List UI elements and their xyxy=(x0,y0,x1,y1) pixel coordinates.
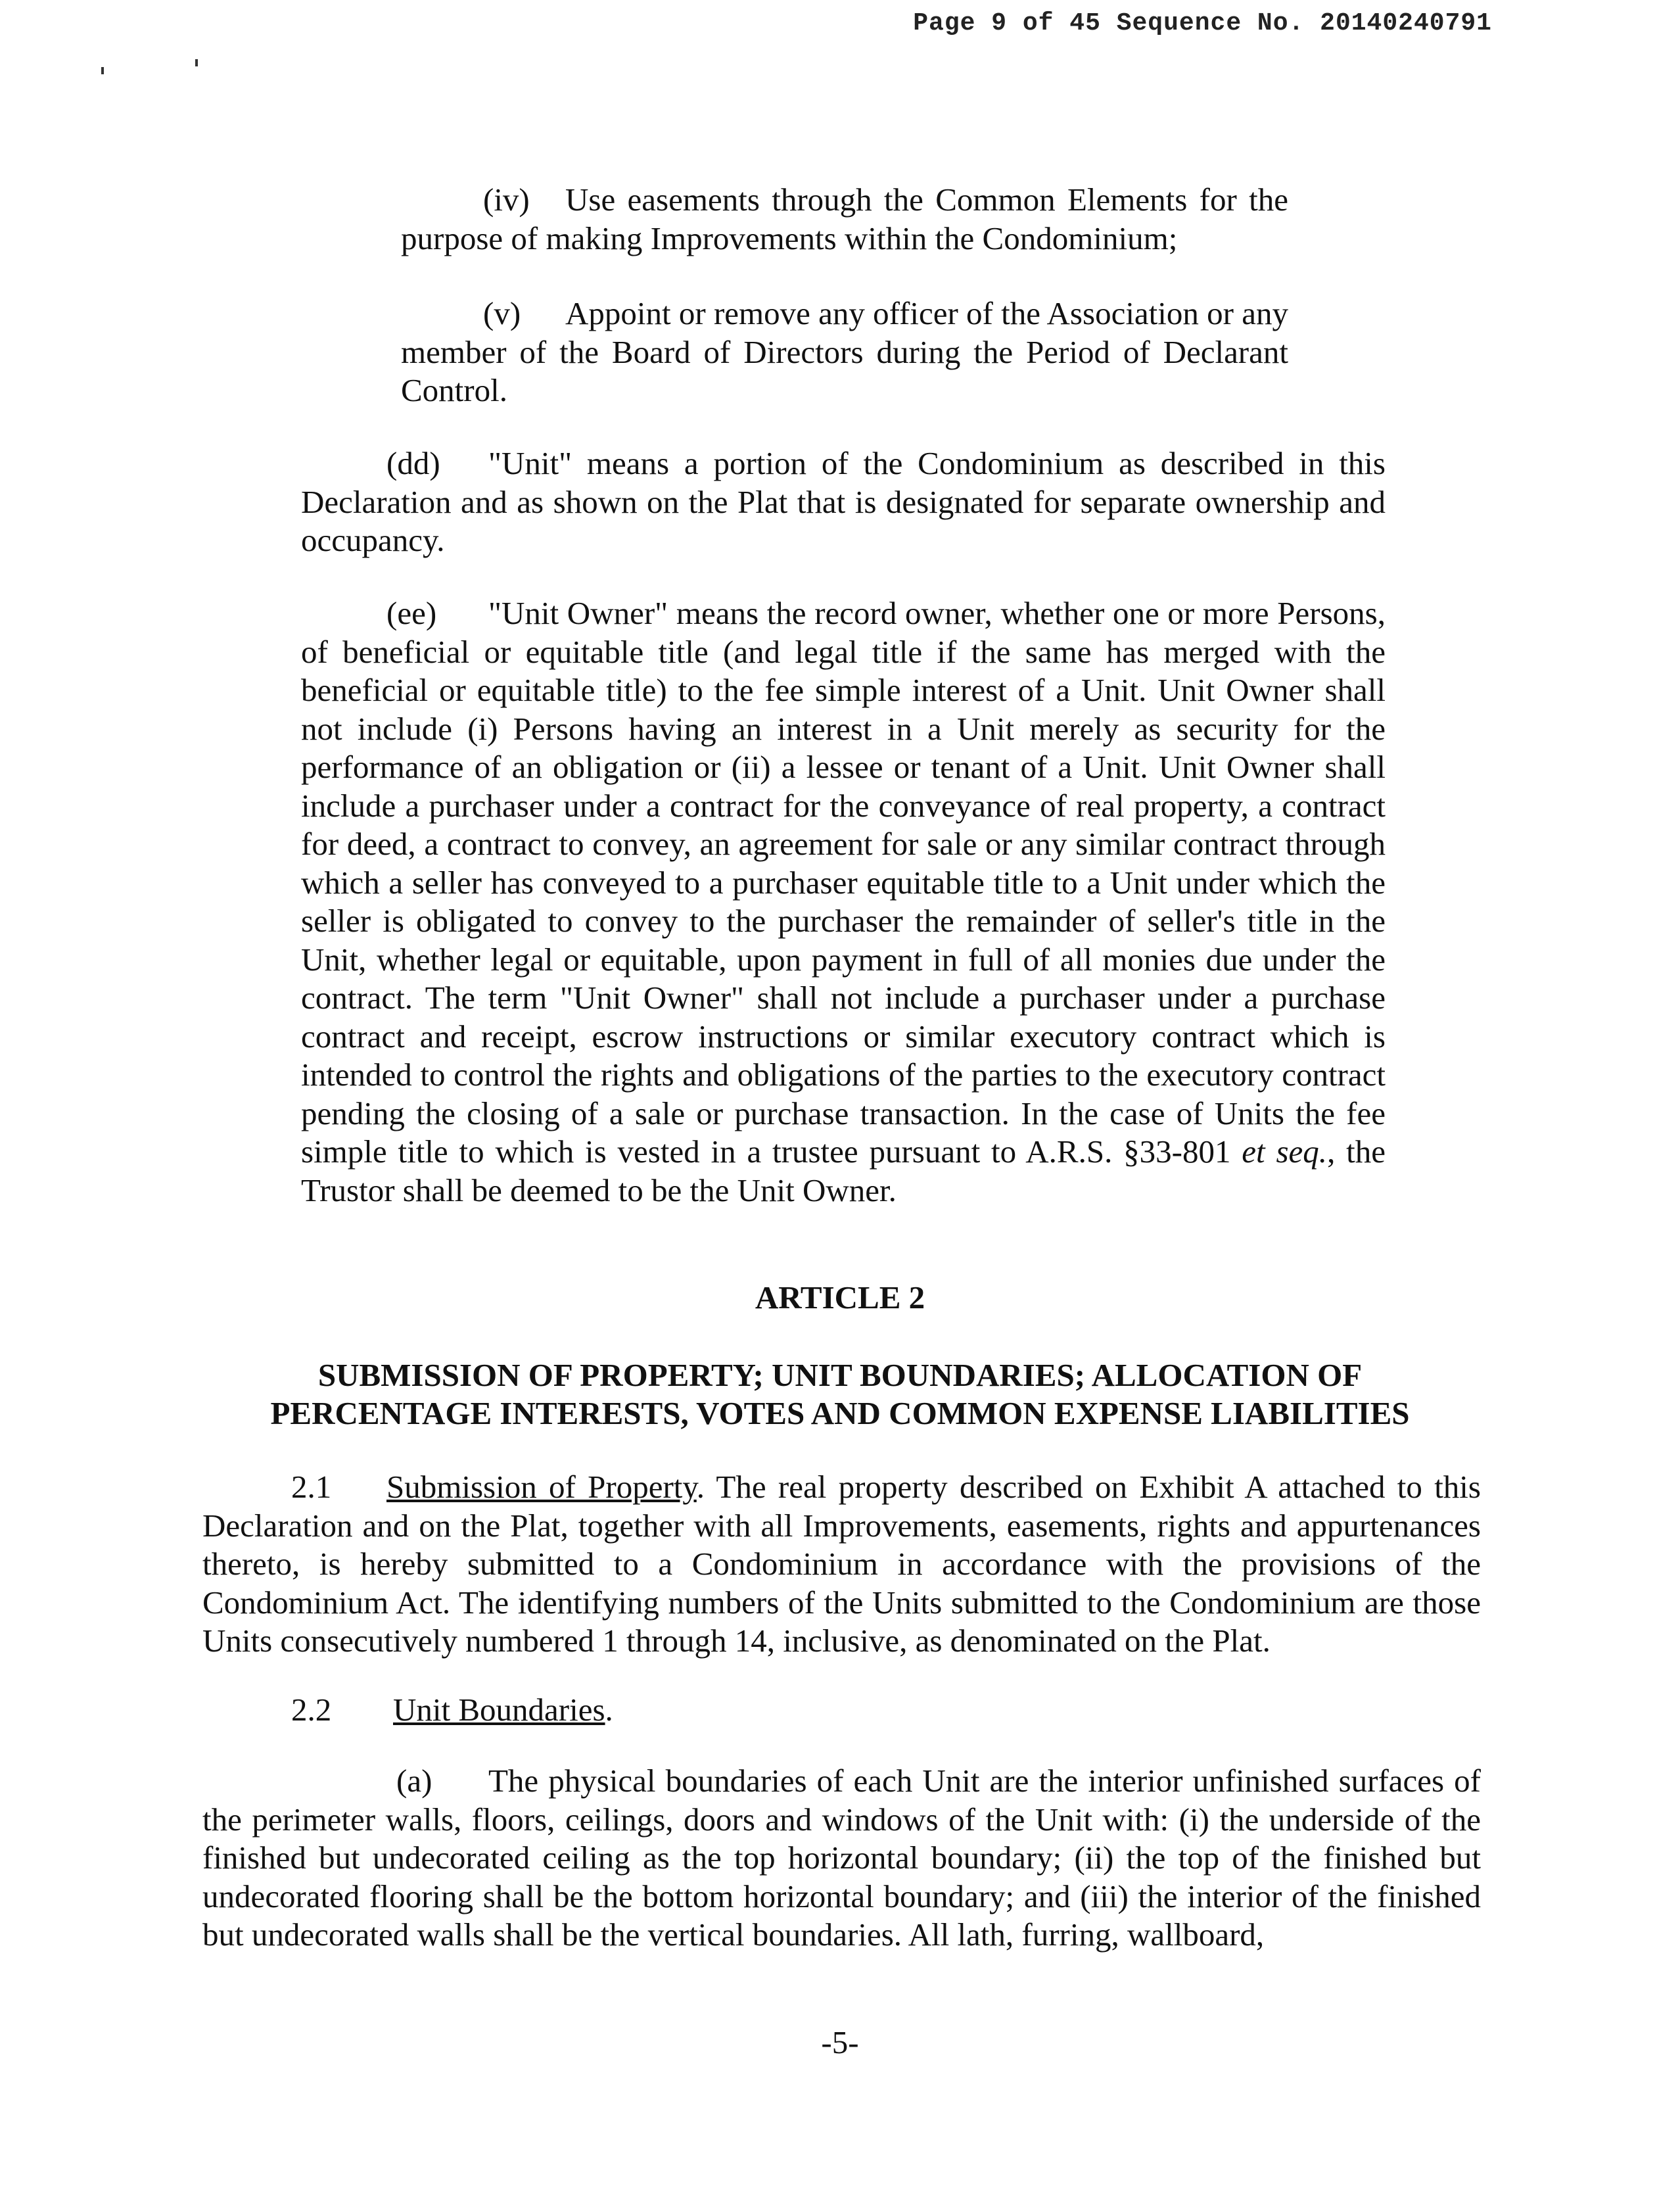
paragraph-label: (a) xyxy=(396,1763,432,1799)
article-title-line-2: PERCENTAGE INTERESTS, VOTES AND COMMON EXPENSE LIABILITIES xyxy=(270,1395,1410,1431)
scan-speck xyxy=(195,59,198,66)
page-sequence-stamp: Page 9 of 45 Sequence No. 20140240791 xyxy=(913,9,1492,37)
paragraph-text: "Unit Owner" means the record owner, whether one or more Persons, of beneficial or equitable title (and legal title if the same has merged with the beneficial or equitable title) to the fee simple interest of a Unit. Unit Owner shall not include (i) Persons having an interest in a Unit merely as security for the performance of an obligation or (ii) a lessee or tenant of a Unit. Unit Owner shall include a purchaser under a contract for the conveyance of real property, a contract for deed, a contract to convey, an agreement for sale or any similar contract through which a seller has conveyed to a purchaser equitable title to a Unit under which the seller is obligated to convey to the purchaser the remainder of seller's title in the Unit, whether legal or equitable, upon payment in full of all monies due under the contract. The term "Unit Owner" shall not include a purchaser under a purchase contract and receipt, escrow instructions or similar executory contract which is intended to control the rights and obligations of the parties to the executory contract pending the closing of a sale or purchase transaction. In the case of Units the fee simple title to which is vested in a trustee pursuant to A.R.S. §33-801 xyxy=(301,595,1386,1170)
paragraph-label: (iv) xyxy=(483,181,530,218)
paragraph-label: (v) xyxy=(483,295,521,331)
page-number: -5- xyxy=(821,2024,859,2060)
paragraph-text: Use easements through the Common Elements for the purpose of making Improvements within the Condominium; xyxy=(401,181,1288,256)
scan-speck xyxy=(101,67,104,74)
section-title: Unit Boundaries xyxy=(393,1692,605,1728)
section-2-2 xyxy=(291,1691,1080,1730)
section-title-trail: . xyxy=(605,1692,613,1728)
section-title: Submission of Property xyxy=(386,1469,697,1505)
paragraph-text: "Unit" means a portion of the Condominium as described in this Declaration and as shown on the Plat that is designated for separate ownership and occupancy. xyxy=(301,445,1386,558)
section-2-1 xyxy=(202,1468,1481,1661)
paragraph-italic: et seq. xyxy=(1242,1133,1328,1170)
paragraph-iv xyxy=(401,181,1288,258)
section-2-2-a xyxy=(202,1762,1481,1955)
paragraph-label: (dd) xyxy=(386,445,440,481)
paragraph-text: The physical boundaries of each Unit are the interior unfinished surfaces of the perimeter walls, floors, ceilings, doors and windows of the Unit with: (i) the underside of the finished but undecorated ceiling as the top horizontal boundary; (ii) the top of the finished but undecorated flooring shall be the bottom horizontal boundary; and (iii) the interior of the finished but undecorated walls shall be the vertical boundaries. All lath, furring, wallboard, xyxy=(202,1763,1481,1953)
paragraph-ee xyxy=(301,594,1386,1210)
paragraph-text-end: , the Trustor shall be deemed to be the Unit Owner. xyxy=(301,1133,1386,1208)
section-number: 2.1 xyxy=(291,1469,332,1505)
article-title-line-1: SUBMISSION OF PROPERTY; UNIT BOUNDARIES; ALLOCATION OF xyxy=(317,1357,1363,1393)
section-text: . The real property described on Exhibit A attached to this Declaration and on the Plat, together with all Improvements, easements, rights and appurtenances thereto, is hereby submitted to a Condominium in accordance with the provisions of the Condominium Act. The identifying numbers of the Units submitted to the Condominium are those Units consecutively numbered 1 through 14, inclusive, as denominated on the Plat. xyxy=(202,1469,1481,1659)
paragraph-v xyxy=(401,295,1288,410)
paragraph-text: Appoint or remove any officer of the Association or any member of the Board of Directors during the Period of Declarant Control. xyxy=(401,295,1288,408)
article-number: ARTICLE 2 xyxy=(755,1279,925,1316)
section-number: 2.2 xyxy=(291,1692,332,1728)
paragraph-dd xyxy=(301,444,1386,560)
paragraph-label: (ee) xyxy=(386,595,437,631)
